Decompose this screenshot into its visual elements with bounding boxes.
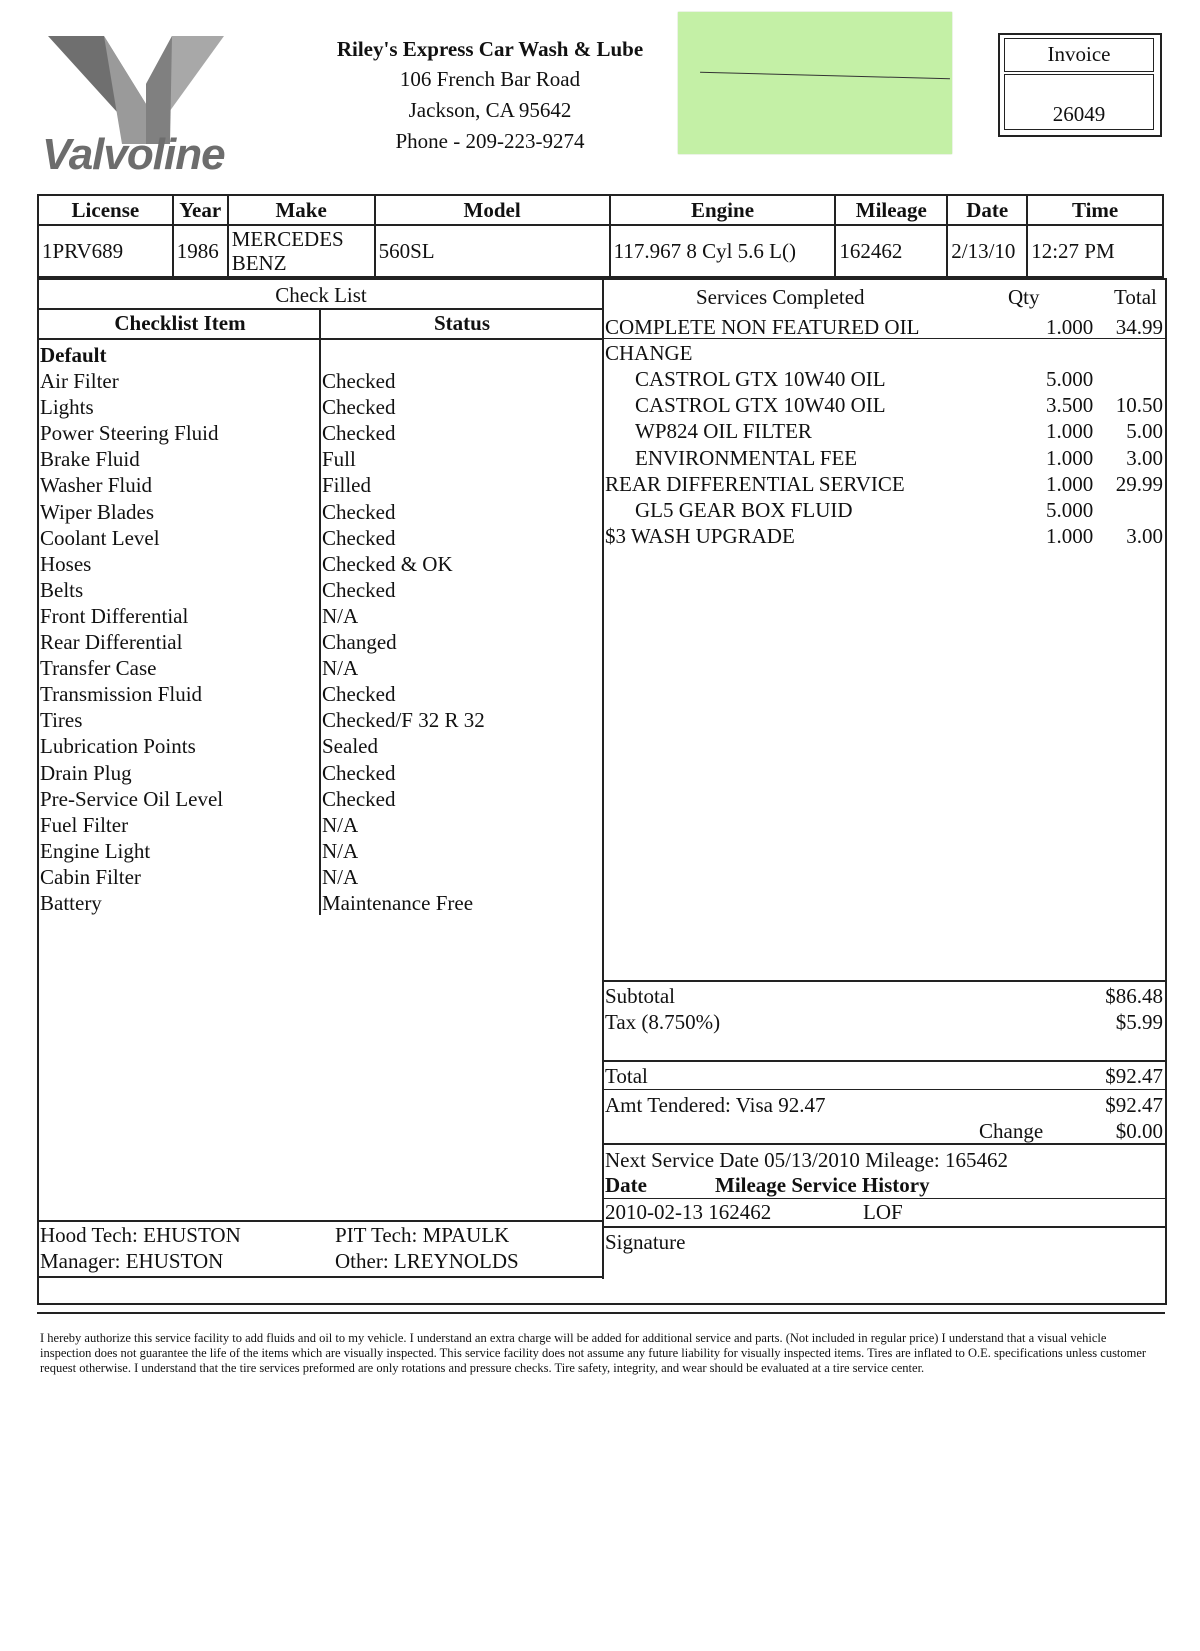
signature-label: Signature	[605, 1230, 686, 1254]
checklist-item-status: N/A	[322, 812, 359, 837]
next-service-text: Next Service Date 05/13/2010 Mileage: 165462	[605, 1148, 1008, 1172]
service-description: ENVIRONMENTAL FEE	[635, 445, 858, 470]
tendered-row	[605, 1092, 1163, 1118]
total-row	[605, 1063, 1163, 1089]
business-city: Jackson, CA 95642	[408, 98, 572, 122]
vehicle-header-engine: Engine	[610, 195, 836, 225]
change-row	[605, 1118, 1163, 1144]
business-address: 106 French Bar Road	[399, 67, 581, 91]
checklist-item-header: Checklist Item	[114, 311, 246, 335]
tax-row	[605, 1009, 1163, 1035]
history-date-header: Date	[605, 1173, 647, 1197]
checklist-status-header: Status	[433, 311, 491, 335]
vehicle-mileage: 162462	[835, 225, 947, 277]
next-service-line	[605, 1147, 1163, 1173]
checklist-item-status: Checked	[322, 499, 396, 524]
checklist-item-name: Transfer Case	[40, 656, 157, 681]
service-description: CHANGE	[605, 341, 693, 366]
checklist-item-name: Wiper Blades	[40, 499, 155, 524]
change-label: Change	[979, 1119, 1044, 1143]
vehicle-license: 1PRV689	[38, 225, 173, 277]
other-tech: Other: LREYNOLDS	[335, 1249, 519, 1273]
service-qty: 1.000	[1046, 445, 1094, 470]
vehicle-make: MERCEDES BENZ	[228, 225, 375, 277]
checklist-item-name: Fuel Filter	[40, 812, 129, 837]
checklist-item-status: Checked	[322, 395, 396, 420]
vehicle-date: 2/13/10	[947, 225, 1027, 277]
vehicle-table	[37, 194, 1164, 278]
checklist-item-name: Lubrication Points	[40, 734, 196, 759]
vehicle-model: 560SL	[375, 225, 610, 277]
subtotal-value: $86.48	[1105, 984, 1163, 1008]
services-qty-header: Qty	[1008, 285, 1040, 309]
checklist-item-status: Filled	[322, 473, 372, 498]
checklist-title: Check List	[275, 283, 367, 307]
service-total: 10.50	[1115, 393, 1163, 418]
service-row	[605, 366, 1163, 392]
signature-divider	[602, 1226, 1165, 1228]
service-description: GL5 GEAR BOX FLUID	[635, 497, 853, 522]
vehicle-header-mileage: Mileage	[835, 195, 947, 225]
tax-label: Tax (8.750%)	[605, 1010, 721, 1034]
service-row	[605, 392, 1163, 418]
vehicle-header-time: Time	[1027, 195, 1163, 225]
manager: Manager: EHUSTON	[40, 1249, 224, 1273]
vehicle-header-row	[38, 195, 1163, 225]
service-row	[605, 471, 1163, 497]
checklist-item-name: Tires	[40, 708, 83, 733]
tendered-value: $92.47	[1105, 1093, 1163, 1117]
business-info	[330, 36, 650, 157]
service-qty: 1.000	[1046, 315, 1094, 339]
service-total: 5.00	[1126, 419, 1163, 444]
vehicle-engine: 117.967 8 Cyl 5.6 L()	[610, 225, 836, 277]
service-row	[605, 523, 1163, 549]
vehicle-header-make: Make	[228, 195, 375, 225]
checklist-item-name: Washer Fluid	[40, 473, 153, 498]
disclaimer-text: I hereby authorize this service facility to add fluids and oil to my vehicle. I understand an extra charge will be added for additional service and parts. (Not included in regular price) I understand that a visual vehicle inspection does not guarantee the life of the items which are visually inspected. This service facility does not assume any future liability for visually inspected items. Tires are inflated to O.E. specifications unless customer request otherwise. I understand that the tire services preformed are only rotations and pressure checks. Tire safety, integrity, and wear should be evaluated at a tire service center.	[40, 1331, 1147, 1375]
service-qty: 1.000	[1046, 471, 1094, 496]
checklist-item-name: Coolant Level	[40, 525, 160, 550]
checklist-item-status: Full	[322, 447, 356, 472]
checklist-item-name: Rear Differential	[40, 630, 183, 654]
checklist-item-status: Maintenance Free	[322, 891, 474, 915]
checklist-item-status: N/A	[322, 864, 359, 889]
checklist-item-name: Lights	[40, 395, 94, 420]
service-qty: 1.000	[1046, 419, 1094, 444]
checklist-item-status: Checked/F 32 R 32	[322, 708, 485, 733]
change-value: $0.00	[1115, 1119, 1163, 1143]
service-description: $3 WASH UPGRADE	[605, 523, 795, 548]
service-row	[605, 314, 1163, 340]
checklist-item-name: Air Filter	[40, 369, 119, 393]
business-phone: Phone - 209-223-9274	[395, 129, 585, 153]
tendered-divider	[602, 1089, 1165, 1090]
services-total-header: Total	[1114, 285, 1157, 309]
checklist-item-status: Checked	[322, 577, 396, 602]
total-divider	[602, 1060, 1165, 1062]
history-header: Mileage Service History	[715, 1173, 930, 1197]
checklist-item-status: Checked	[322, 369, 396, 393]
subtotal-divider	[602, 980, 1165, 982]
service-qty: 5.000	[1046, 367, 1094, 392]
vehicle-time: 12:27 PM	[1027, 225, 1163, 277]
total-value: $92.47	[1105, 1064, 1163, 1088]
checklist-item-name: Engine Light	[40, 838, 151, 863]
services-title: Services Completed	[696, 285, 865, 309]
service-description: CASTROL GTX 10W40 OIL	[635, 393, 886, 418]
checklist-item-name: Brake Fluid	[40, 447, 140, 472]
history-header-row	[605, 1172, 1163, 1198]
checklist-item-status: Checked	[322, 786, 396, 811]
checklist-item-status: Checked	[322, 760, 396, 785]
checklist-item-status: N/A	[322, 656, 359, 681]
total-label: Total	[605, 1064, 648, 1088]
checklist-item-name: Front Differential	[40, 603, 189, 628]
tendered-label: Amt Tendered: Visa 92.47	[605, 1093, 826, 1117]
vehicle-header-year: Year	[173, 195, 228, 225]
sticky-note	[678, 12, 952, 154]
checklist-item-status: N/A	[322, 603, 359, 628]
service-description: CASTROL GTX 10W40 OIL	[635, 367, 886, 392]
subtotal-row	[605, 983, 1163, 1009]
logo-wordmark: Valvoline	[42, 130, 225, 179]
service-total: 3.00	[1126, 445, 1163, 470]
service-row	[605, 418, 1163, 444]
checklist-item-name: Hoses	[40, 551, 92, 576]
service-qty: 3.500	[1046, 393, 1094, 418]
disclaimer-divider	[37, 1312, 1165, 1314]
service-row	[605, 497, 1163, 523]
history-row-text: 2010-02-13 162462	[605, 1200, 772, 1224]
vehicle-year: 1986	[173, 225, 228, 277]
checklist-item-name: Belts	[40, 577, 84, 602]
service-qty: 5.000	[1046, 497, 1094, 522]
checklist-item-status: Checked	[322, 525, 396, 550]
checklist-item-name: Battery	[40, 891, 102, 915]
hood-tech: Hood Tech: EHUSTON	[40, 1223, 241, 1247]
service-description: COMPLETE NON FEATURED OIL	[605, 315, 920, 339]
checklist-item-name: Pre-Service Oil Level	[40, 786, 224, 811]
history-row-type: LOF	[863, 1200, 903, 1224]
invoice-number: 26049	[1052, 102, 1106, 126]
checklist-item-status: Checked	[322, 682, 396, 707]
service-total: 34.99	[1115, 315, 1163, 339]
checklist-column-divider	[319, 310, 321, 915]
vehicle-header-license: License	[38, 195, 173, 225]
checklist-item-status: Checked	[322, 421, 396, 446]
next-service-divider	[602, 1143, 1165, 1145]
checklist-item-status: Checked & OK	[322, 551, 453, 576]
subtotal-label: Subtotal	[605, 984, 676, 1008]
checklist-section-default: Default	[40, 343, 107, 367]
service-description: WP824 OIL FILTER	[635, 419, 812, 444]
checklist-item-status: Changed	[322, 630, 397, 654]
tech-bottom-divider	[37, 1276, 604, 1278]
checklist-item-name: Transmission Fluid	[40, 682, 203, 707]
checklist-item-status: N/A	[322, 838, 359, 863]
service-row	[605, 445, 1163, 471]
service-row	[605, 340, 1163, 366]
signature-row	[605, 1229, 1163, 1255]
checklist-item-name: Drain Plug	[40, 760, 132, 785]
vehicle-value-row	[38, 225, 1163, 277]
pit-tech: PIT Tech: MPAULK	[335, 1223, 510, 1247]
checklist-item-status: Sealed	[322, 734, 378, 759]
service-description: REAR DIFFERENTIAL SERVICE	[605, 471, 905, 496]
column-divider	[602, 278, 604, 1279]
vehicle-header-model: Model	[375, 195, 610, 225]
tax-value: $5.99	[1115, 1010, 1163, 1034]
service-qty: 1.000	[1046, 523, 1094, 548]
checklist-item-name: Cabin Filter	[40, 864, 141, 889]
service-total: 3.00	[1126, 523, 1163, 548]
service-total: 29.99	[1115, 471, 1163, 496]
business-name: Riley's Express Car Wash & Lube	[336, 37, 644, 61]
invoice-label: Invoice	[1047, 42, 1111, 66]
checklist-item-name: Power Steering Fluid	[40, 421, 219, 446]
history-row	[605, 1199, 1163, 1225]
vehicle-header-date: Date	[947, 195, 1027, 225]
